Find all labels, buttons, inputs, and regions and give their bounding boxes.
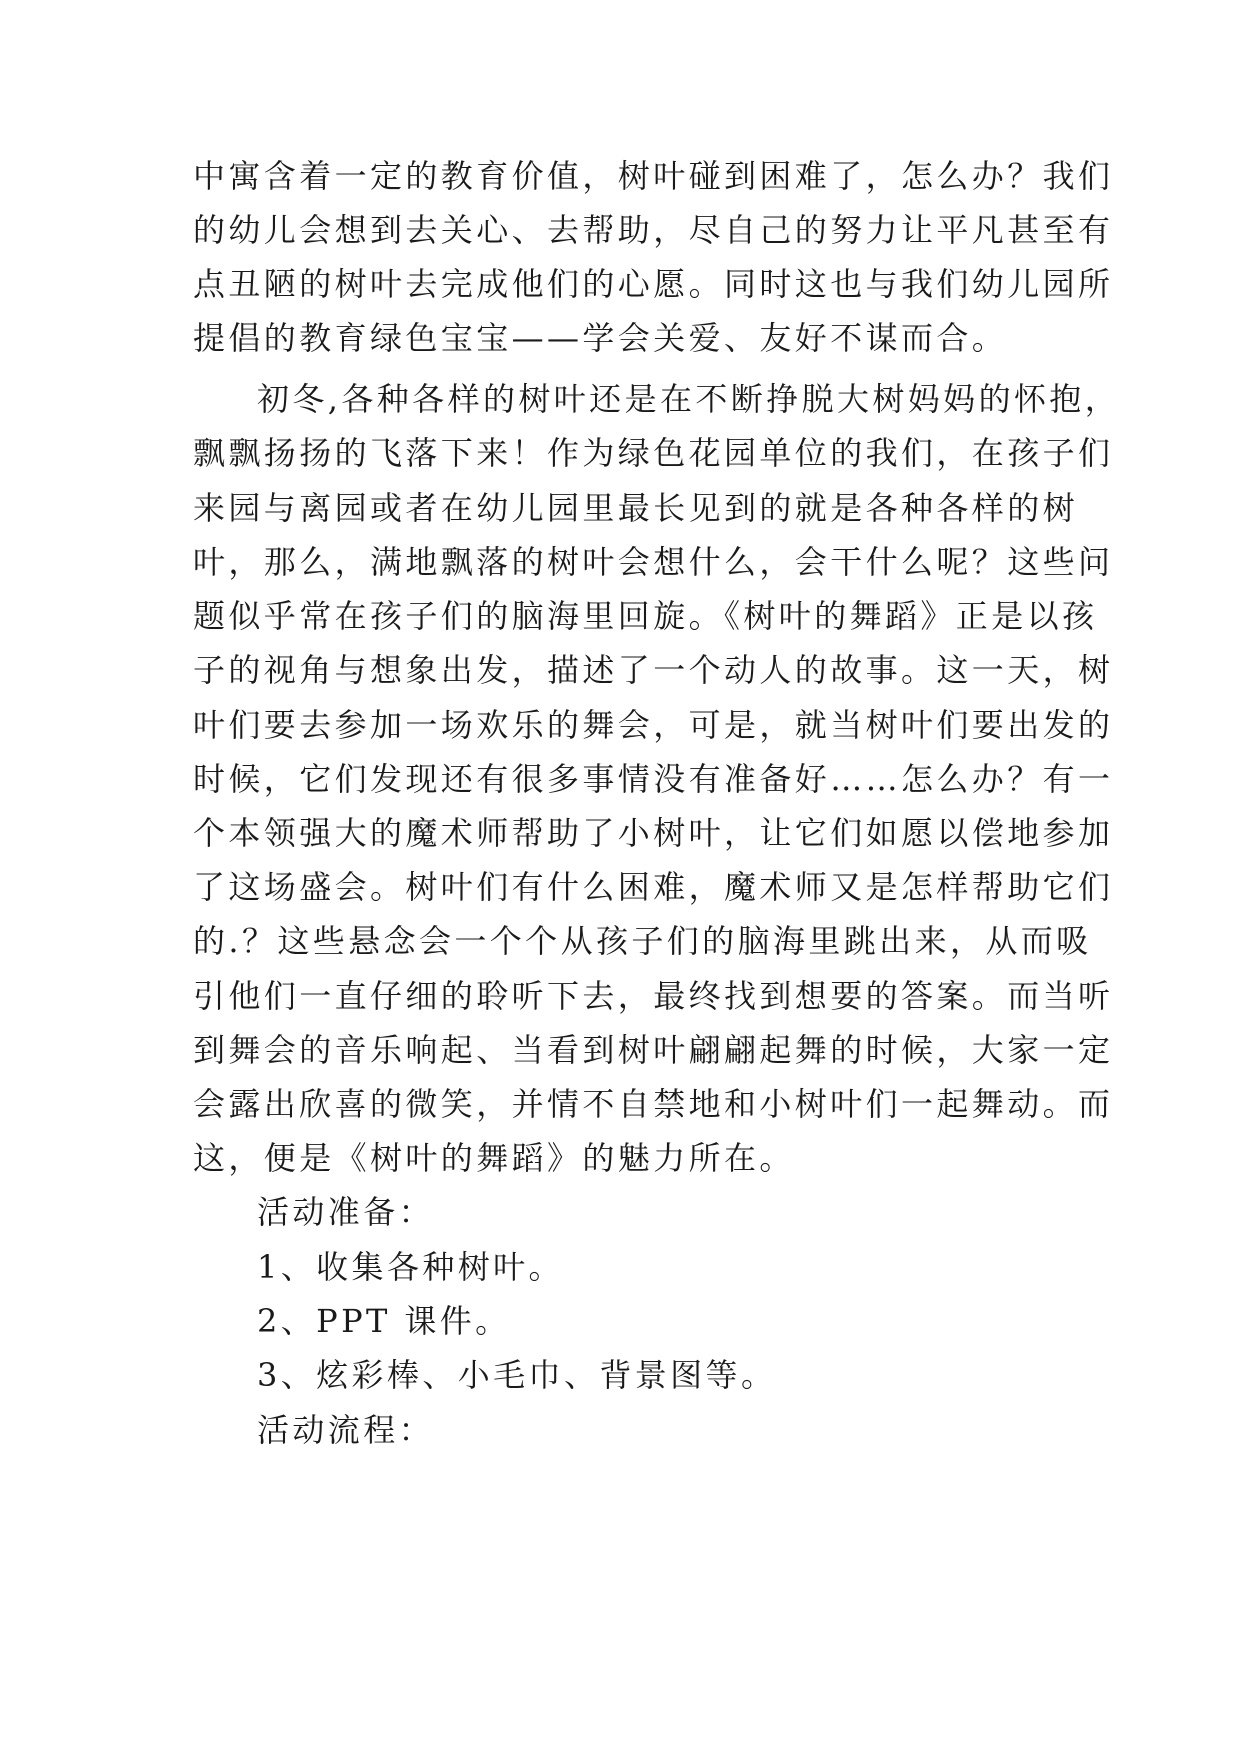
- list-item: 1、收集各种树叶。: [257, 1248, 564, 1286]
- text-line: 初冬,各种各样的树叶还是在不断挣脱大树妈妈的怀抱，: [257, 380, 1121, 418]
- text-line: 点丑陋的树叶去完成他们的心愿。同时这也与我们幼儿园所: [193, 265, 1114, 303]
- list-item: 2、PPT 课件。: [257, 1302, 511, 1340]
- list-item: 3、炫彩棒、小毛巾、背景图等。: [257, 1356, 777, 1394]
- text-line: 会露出欣喜的微笑，并情不自禁地和小树叶们一起舞动。而: [193, 1085, 1114, 1123]
- text-line: 到舞会的音乐响起、当看到树叶翩翩起舞的时候，大家一定: [193, 1031, 1114, 1069]
- text-line: 引他们一直仔细的聆听下去，最终找到想要的答案。而当听: [193, 977, 1114, 1015]
- text-line: 这，便是《树叶的舞蹈》的魅力所在。: [193, 1139, 795, 1177]
- text-line: 子的视角与想象出发，描述了一个动人的故事。这一天，树: [193, 651, 1114, 689]
- text-line: 个本领强大的魔术师帮助了小树叶，让它们如愿以偿地参加: [193, 814, 1114, 852]
- text-line: 中寓含着一定的教育价值，树叶碰到困难了，怎么办？我们: [193, 157, 1114, 195]
- text-line: 飘飘扬扬的飞落下来！作为绿色花园单位的我们，在孩子们: [193, 434, 1114, 472]
- section-heading: 活动准备：: [257, 1193, 435, 1231]
- text-line: 了这场盛会。树叶们有什么困难，魔术师又是怎样帮助它们: [193, 868, 1114, 906]
- text-line: 叶，那么，满地飘落的树叶会想什么，会干什么呢？这些问: [193, 543, 1114, 581]
- text-line: 来园与离园或者在幼儿园里最长见到的就是各种各样的树: [193, 489, 1079, 527]
- text-line: 题似乎常在孩子们的脑海里回旋。《树叶的舞蹈》正是以孩: [193, 597, 1098, 635]
- text-line: 时候，它们发现还有很多事情没有准备好……怎么办？有一: [193, 760, 1114, 798]
- text-line: 提倡的教育绿色宝宝——学会关爱、友好不谋而合。: [193, 319, 1008, 357]
- section-heading: 活动流程：: [257, 1411, 435, 1449]
- text-line: 叶们要去参加一场欢乐的舞会，可是，就当树叶们要出发的: [193, 706, 1114, 744]
- text-line: 的幼儿会想到去关心、去帮助，尽自己的努力让平凡甚至有: [193, 211, 1114, 249]
- text-line: 的.？这些悬念会一个个从孩子们的脑海里跳出来，从而吸: [193, 922, 1092, 960]
